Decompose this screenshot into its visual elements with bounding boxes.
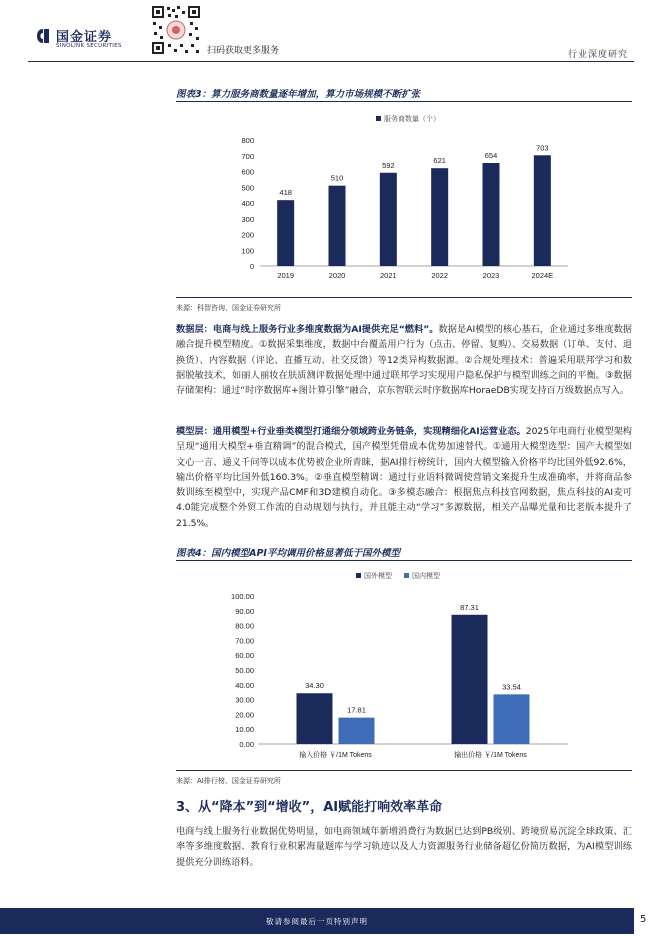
brand-name-cn: 国金证券 <box>56 30 113 45</box>
chart4-ytick-label: 90.00 <box>235 606 254 616</box>
figure3-bar-chart <box>228 108 588 288</box>
brand-name-en: SINOLINK SECURITIES <box>56 43 122 49</box>
chart4-xtick-label: 输出价格 ￥/1M Tokens <box>454 752 527 759</box>
chart3-xtick-label: 2021 <box>379 271 397 280</box>
chart3-ytick-label: 300 <box>241 214 254 224</box>
chart4-ytick-label: 0.00 <box>239 740 254 749</box>
chart3-bar <box>431 168 448 266</box>
chart3-xtick-label: 2020 <box>328 271 346 280</box>
paragraph-data-layer <box>176 322 632 398</box>
chart3-data-label: 418 <box>279 188 292 198</box>
chart4-bar <box>339 718 375 744</box>
chart4-ytick-label: 20.00 <box>235 710 254 720</box>
chart4-ytick-label: 80.00 <box>235 621 254 631</box>
chart4-ytick-label: 100.00 <box>231 592 254 601</box>
chart4-bar <box>452 615 488 744</box>
chart4-ytick-label: 70.00 <box>235 636 254 646</box>
chart4-legend-label: 国外模型 <box>364 573 392 580</box>
chart4-legend-swatch <box>356 573 361 578</box>
chart3-bar <box>534 155 551 266</box>
footer-disclaimer: 敬请参阅最后一页特别声明 <box>266 917 368 926</box>
figure4-title: 图表4：国内模型API平均调用价格显著低于国外模型 <box>176 548 400 559</box>
chart3-ytick-label: 100 <box>241 246 254 256</box>
figure3-source: 来源：科智咨询、国金证券研究所 <box>176 304 281 312</box>
chart3-ytick-label: 700 <box>241 151 254 161</box>
figure4-top-rule <box>176 560 632 561</box>
qr-code-icon[interactable] <box>150 4 202 56</box>
chart3-ytick-label: 800 <box>241 136 254 145</box>
chart3-legend-swatch <box>376 116 381 121</box>
chart3-xtick-label: 2024E <box>531 271 554 280</box>
chart4-ytick-label: 50.00 <box>235 666 254 675</box>
page-header <box>0 0 662 62</box>
chart4-bar <box>494 694 530 744</box>
figure4-source: 来源：AI排行榜、国金证券研究所 <box>176 777 281 785</box>
paragraph-model-layer <box>176 424 632 531</box>
chart3-ytick-label: 200 <box>241 230 254 240</box>
chart3-xtick-label: 2019 <box>277 271 295 280</box>
paragraph-data-layer-body: 数据是AI模型的核心基石，企业通过多维度数据融合提升模型精度。①数据采集维度，数据中台覆盖用户行为（点击、停留、复购）、交易数据（订单、支付、退换货）、内容数据（评论、直播互动、社交反馈）等12类异构数据源。②合规处理技术：普遍采用联邦学习和数据脱敏技术，如丽人丽妆在肤质测评数据处理中通过联邦学习实现用户隐私保护与模型训练之间的平衡。③数据存储架构：通过“时序数据库+图计算引擎”融合，京东智联云时序数据库HoraeDB实现支持百万级数据点写入。 <box>176 324 632 397</box>
section3-heading: 3、从“降本”到“增收”，AI赋能打响效率革命 <box>176 800 443 815</box>
chart3-ytick-label: 0 <box>249 262 254 271</box>
chart4-xtick-label: 输入价格 ￥/1M Tokens <box>299 752 372 759</box>
chart4-legend-label: 国内模型 <box>412 573 440 580</box>
chart4-bar <box>297 693 333 744</box>
chart3-xtick-label: 2023 <box>482 271 500 280</box>
report-type-label: 行业深度研究 <box>567 50 628 60</box>
paragraph-model-layer-body: 2025年电商行业模型架构呈现“通用大模型+垂直精调”的混合模式，国产模型凭借成本优势加速替代。①通用大模型选型：国产大模型如文心一言、通义千问等以成本优势被企业所青睐，据AI排行榜统计，国内大模型输入价格平均比国外低92.6%，输出价格平均比国外低160.3%。②垂直模型精调：通过行业语料微调使营销文案提升生成准确率，并将商品参数训练至模型中，实现产品CMF和3D建模自动化。③多模态融合：根据焦点科技官网数据，焦点科技的AI麦可4.0能完成整个外贸工作流的自动规划与执行，并且能主动“学习”多源数据，相关产品曝光量和比老版本提升了21.5%。 <box>176 426 632 529</box>
figure4-bottom-rule <box>176 770 632 771</box>
chart3-bar <box>329 186 346 266</box>
chart4-ytick-label: 60.00 <box>235 651 254 661</box>
chart3-bar <box>483 163 500 266</box>
chart4-legend-swatch <box>404 573 409 578</box>
brand-logo-icon <box>36 28 50 44</box>
chart4-ytick-label: 40.00 <box>235 680 254 690</box>
chart4-data-label: 33.54 <box>502 682 521 692</box>
qr-caption: 扫码获取更多服务 <box>207 46 280 56</box>
paragraph-section3: 电商与线上服务行业数据优势明显，如电商领域年新增消费行为数据已达到PB级别、跨境贸易沉淀全球政策、汇率等多维度数据、教育行业积累海量题库与学习轨迹以及人力资源服务行业储备超亿份简历数据，为AI模型训练提供充分训练语料。 <box>176 826 632 868</box>
chart4-data-label: 34.30 <box>305 681 324 691</box>
chart3-xtick-label: 2022 <box>431 271 449 280</box>
figure3-title: 图表3：算力服务商数量逐年增加，算力市场规模不断扩张 <box>176 89 421 100</box>
figure3-top-rule <box>176 101 632 102</box>
paragraph-model-layer-lead: 模型层：通用模型+行业垂类模型打通细分领域跨业务链条，实现精细化AI运营业态。 <box>176 426 526 437</box>
chart3-data-label: 510 <box>330 173 344 183</box>
chart3-legend-label: 服务商数量（个） <box>384 116 440 123</box>
chart3-ytick-label: 400 <box>241 199 254 208</box>
chart3-data-label: 621 <box>433 156 446 166</box>
chart3-ytick-label: 600 <box>241 167 254 177</box>
header-divider <box>28 61 634 62</box>
chart3-data-label: 592 <box>382 160 395 170</box>
chart3-ytick-label: 500 <box>241 183 254 193</box>
paragraph-data-layer-lead: 数据层：电商与线上服务行业多维度数据为AI提供充足“燃料”。 <box>176 324 439 335</box>
chart3-bar <box>277 200 294 266</box>
chart4-data-label: 87.31 <box>460 602 479 612</box>
chart3-data-label: 654 <box>484 150 498 160</box>
chart4-ytick-label: 10.00 <box>235 725 254 735</box>
chart4-data-label: 17.81 <box>347 705 366 715</box>
figure3-bottom-rule <box>176 297 632 298</box>
chart3-data-label: 703 <box>536 143 549 153</box>
chart3-bar <box>380 173 397 266</box>
figure4-bar-chart <box>228 566 588 766</box>
page-number: 5 <box>640 914 647 925</box>
chart4-ytick-label: 30.00 <box>235 695 254 705</box>
